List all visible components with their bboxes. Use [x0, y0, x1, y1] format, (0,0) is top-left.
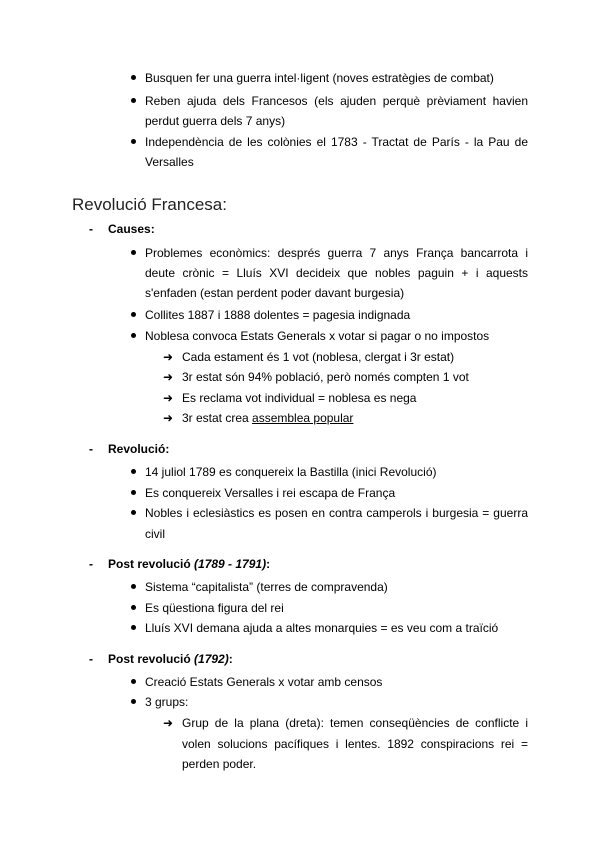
dash-bullet: -: [89, 222, 93, 236]
causes-subitem-4-text: 3r estat crea: [182, 411, 253, 425]
post1-title-text: Post revolució: [108, 557, 195, 571]
arrow-right-icon: ➜: [163, 350, 174, 364]
bullet-icon: [131, 625, 136, 630]
post2-subitem-1-cont2: perden poder.: [182, 757, 257, 771]
bullet-icon: [131, 250, 136, 255]
post2-item-2: 3 grups:: [145, 695, 189, 709]
causes-subitem-3: Es reclama vot individual = noblesa es nega: [182, 391, 417, 405]
post2-title-text: Post revolució: [108, 652, 195, 666]
post1-colon: :: [266, 557, 271, 571]
causes-subitem-2: 3r estat són 94% població, però només compten 1 vot: [182, 370, 469, 384]
causes-item-1-cont: deute crònic = Lluís XVI decideix que nobles paguin + i aquests: [145, 266, 528, 280]
causes-item-3: Noblesa convoca Estats Generals x votar si pagar o no impostos: [145, 329, 490, 343]
causes-item-2: Collites 1887 i 1888 dolentes = pagesia indignada: [145, 308, 411, 322]
post2-item-1: Creació Estats Generals x votar amb censos: [145, 675, 383, 689]
intro-item-1: Busquen fer una guerra intel·ligent (noves estratègies de combat): [145, 71, 494, 85]
dash-bullet: -: [89, 557, 93, 571]
dash-bullet: -: [89, 442, 93, 456]
bullet-icon: [131, 469, 136, 474]
section-heading: Revolució Francesa:: [72, 195, 227, 214]
bullet-icon: [131, 75, 136, 80]
causes-subitem-4: [182, 410, 353, 426]
arrow-right-icon: ➜: [163, 370, 174, 384]
post1-item-2: Es qüestiona figura del rei: [145, 601, 284, 615]
bullet-icon: [131, 139, 136, 144]
assemblea-popular-underlined: assemblea popular: [252, 411, 354, 425]
causes-title: Causes:: [108, 222, 155, 236]
bullet-icon: [131, 584, 136, 589]
intro-item-3: Independència de les colònies el 1783 - Tractat de París - la Pau de: [145, 135, 528, 149]
intro-item-3-cont: Versalles: [145, 155, 194, 169]
causes-item-1: Problemes econòmics: després guerra 7 anys França bancarrota i: [145, 246, 528, 260]
post1-item-1: Sistema “capitalista” (terres de compravenda): [145, 580, 388, 594]
causes-subitem-1: Cada estament és 1 vot (noblesa, clergat i 3r estat): [182, 350, 455, 364]
bullet-icon: [131, 490, 136, 495]
bullet-icon: [131, 98, 136, 103]
revolucio-item-3: Nobles i eclesiàstics es posen en contra camperols i burgesia = guerra: [145, 506, 528, 520]
revolucio-title: Revolució:: [108, 442, 170, 456]
post2-colon: :: [228, 652, 233, 666]
post2-dates: (1792): [194, 652, 229, 666]
dash-bullet: -: [89, 652, 93, 666]
bullet-icon: [131, 510, 136, 515]
post1-item-3: Lluís XVI demana ajuda a altes monarquies = es veu com a traïció: [145, 621, 499, 635]
causes-item-1-cont2: s'enfaden (estan perdent poder davant burgesia): [145, 286, 405, 300]
revolucio-item-2: Es conquereix Versalles i rei escapa de França: [145, 486, 396, 500]
post1-title: [108, 556, 270, 572]
arrow-right-icon: ➜: [163, 411, 174, 425]
intro-item-2-cont: perdut guerra dels 7 anys): [145, 114, 286, 128]
bullet-icon: [131, 605, 136, 610]
bullet-icon: [131, 699, 136, 704]
post1-dates: (1789 - 1791): [194, 557, 267, 571]
post2-subitem-1-cont: volen solucions pacífiques i lentes. 1892 conspiracions rei =: [182, 737, 528, 751]
revolucio-item-1: 14 juliol 1789 es conquereix la Bastilla (inici Revolució): [145, 465, 437, 479]
revolucio-item-3-cont: civil: [145, 527, 165, 541]
arrow-right-icon: ➜: [163, 716, 174, 730]
intro-item-2: Reben ajuda dels Francesos (els ajuden perquè prèviament havien: [145, 94, 528, 108]
bullet-icon: [131, 679, 136, 684]
bullet-icon: [131, 312, 136, 317]
post2-title: [108, 651, 233, 667]
arrow-right-icon: ➜: [163, 391, 174, 405]
bullet-icon: [131, 333, 136, 338]
post2-subitem-1: Grup de la plana (dreta): temen conseqüències de conflicte i: [182, 716, 528, 730]
